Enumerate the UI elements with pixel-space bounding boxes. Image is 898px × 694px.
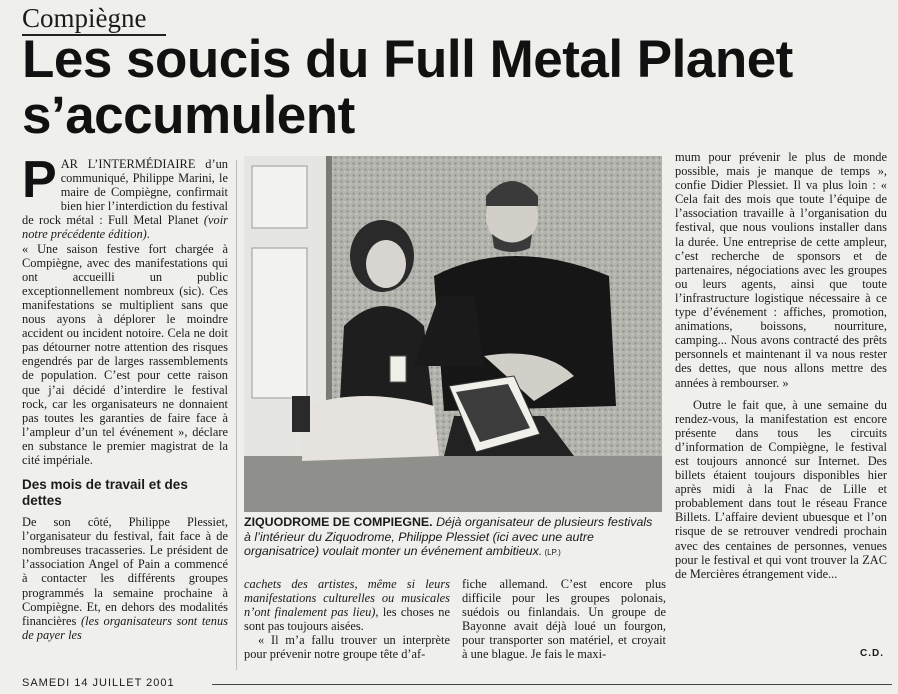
footer-date: SAMEDI 14 JUILLET 2001 — [22, 677, 175, 689]
photo-illustration — [244, 156, 662, 512]
drop-cap: P — [22, 151, 57, 209]
paragraph-text: d’un communiqué, Philippe Marini, le maire de Compiègne, confirmait bien hier l’interdiction du festival de rock métal : Full Metal Planet — [22, 157, 228, 228]
article-column-3 — [462, 577, 666, 662]
paragraph — [22, 515, 228, 642]
lead-in: AR L’INTERMÉDIAIRE — [60, 157, 196, 171]
caption-text: Déjà organisateur de plusieurs festivals à l’intérieur du Ziquodrome, Philippe Plessiet (ici avec une autre organisatrice) voulait monter un événement ambitieux. — [244, 515, 653, 559]
news-photo — [244, 156, 662, 512]
paragraph: Outre le fait que, à une semaine du rendez-vous, la manifestation est encore présente dans tous les circuits d’information de Compiègne, le festival est toujours annoncé sur Internet. Des billets étaient toujours disponibles hier après midi à la Fnac de Lille et probablement dans tout le réseau France Billets. L’affaire devient ubuesque et l’on risque de se retrouver vendredi prochain avec des centaines de personnes, venues pour le festival et qui vont trouver la ZAC de Mercières étrangement vide... — [675, 397, 887, 581]
caption-lead: ZIQUODROME DE COMPIEGNE. — [244, 515, 433, 529]
paragraph-italic: (voir notre précédente édition) — [22, 213, 228, 242]
column-divider — [236, 160, 237, 670]
photo-caption — [244, 515, 662, 561]
paragraph: mum pour prévenir le plus de monde possible, mais je manque de temps », confie Didier Plessiet. Il va plus loin : « Cela fait des mois que toute l’équipe de l’association travaille à l’organisation du festival, que nous voulions installer dans la durée. Une entreprise de cette ampleur, c’est recherche de sponsors et de partenaires, négociations avec les groupes ou leurs agents, ainsi que toute l’infrastructure logistique nécessaire à ce type d’événement : affiches, promotion, animations, boissons, nourriture, camping... Nous avons contracté des prêts personnels et maintenant il va nous rester des dettes, que nous allons mettre des années à rembourser. » — [675, 150, 887, 390]
author-signature: C.D. — [860, 648, 884, 659]
article-column-4 — [675, 150, 887, 581]
paragraph-text: , les choses ne sont pas toujours aisées. — [244, 605, 450, 634]
headline-line-2: s’accumulent — [22, 86, 355, 145]
paragraph: « Une saison festive fort chargée à Compiègne, avec des manifestations qui ont accueilli un public exceptionnellement nombreux (sic). Ces manifestations se multiplient sans que nous ayons à déplorer le moindre accident ou incident notoire. Cela ne doit pas détourner notre attention des risques engendrés par de larges rassemblements de population. C’est pour cette raison que j’ai décidé d’interdire le festival rock, car les organisateurs ne donnaient pas toutes les garanties de faire face à l’ampleur d’un tel événement », déclare en substance le premier magistrat de la cité impériale. — [22, 241, 228, 467]
headline-line-1: Les soucis du Full Metal Planet — [22, 30, 793, 89]
photo-credit: (LP.) — [542, 548, 561, 558]
paragraph-italic: (les organisateurs sont tenus de payer les — [22, 613, 228, 642]
paragraph: fiche allemand. C’est encore plus difficile pour les groupes polonais, suédois ou finlandais. Un groupe de Bayonne avait déjà loué un fourgon, pour transporter son matériel, et croyait à une blague. Je fais le maxi- — [462, 577, 666, 662]
paragraph-italic: cachets des artistes, même si leurs manifestations culturelles ou musicales n’ont finalement pas lieu) — [244, 577, 450, 620]
footer-rule — [212, 684, 892, 685]
paragraph — [244, 577, 450, 633]
paragraph — [22, 151, 228, 242]
subheading: Des mois de travail et des dettes — [22, 477, 188, 509]
article-column-1 — [22, 151, 228, 642]
article-column-2 — [244, 577, 450, 662]
paragraph-text: . — [146, 227, 150, 242]
paragraph-text: De son côté, Philippe Plessiet, l’organisateur du festival, fait face à de nombreuses tracasseries. Le président de l’association Angel of Pain a commencé à contacter les différents groupes programmés la semaine prochaine à Compiègne. Et, en dehors des modalités financières — [22, 515, 228, 628]
section-label: Compiègne — [22, 3, 147, 33]
headline — [22, 32, 892, 144]
paragraph: « Il m’a fallu trouver un interprète pour prévenir notre groupe tête d’af- — [244, 633, 450, 662]
